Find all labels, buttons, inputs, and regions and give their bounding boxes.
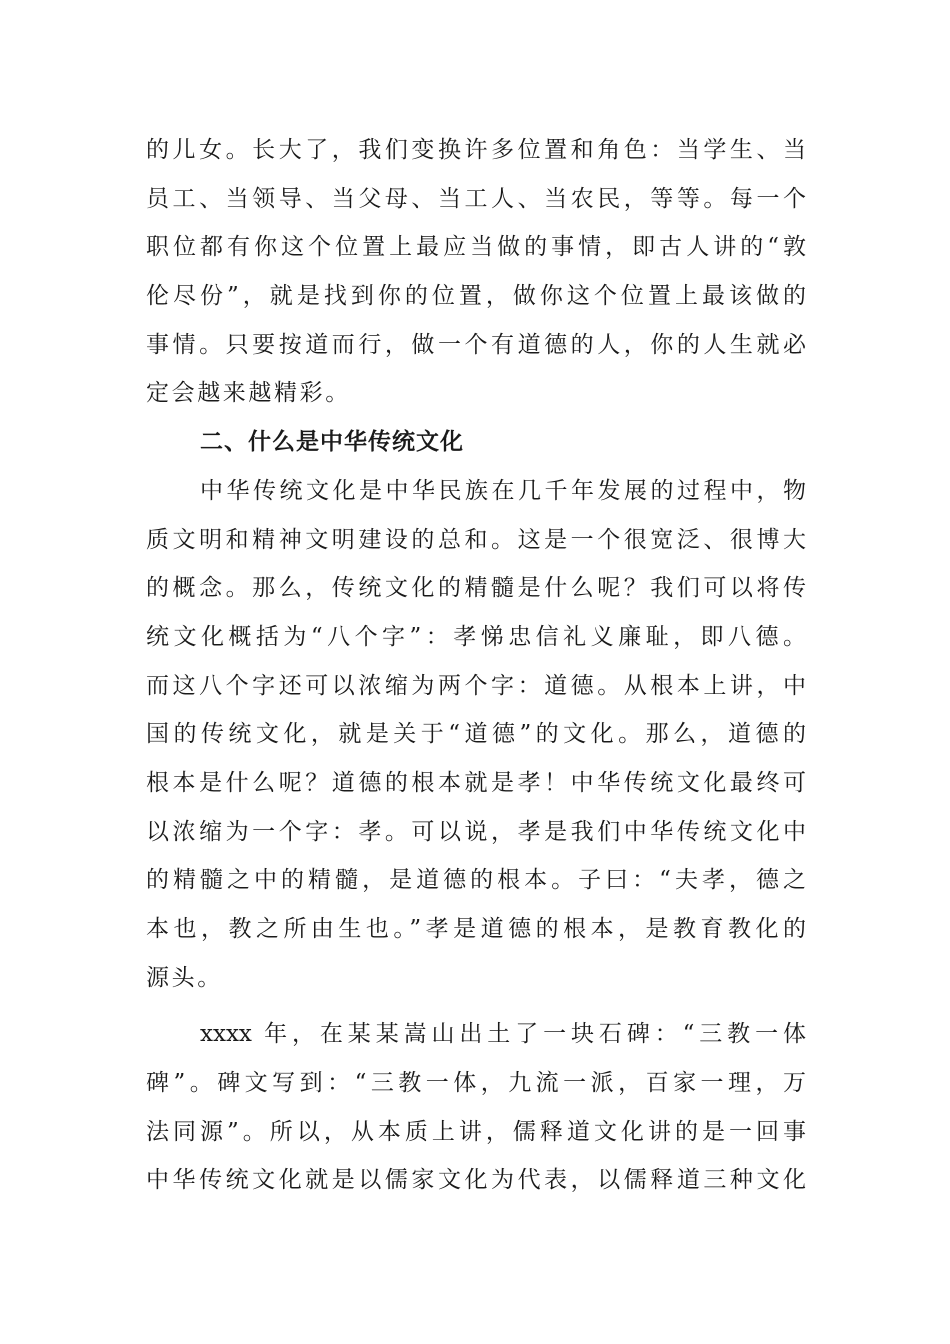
text-line: 以浓缩为一个字：孝。可以说，孝是我们中华传统文化中 [146,818,806,845]
text-line: 统文化概括为“八个字”：孝悌忠信礼义廉耻，即八德。 [146,623,806,650]
text-line: 根本是什么呢？道德的根本就是孝！中华传统文化最终可 [146,769,806,796]
text-line: xxxx 年，在某某嵩山出土了一块石碑：“三教一体 [200,1021,806,1048]
text-line: 国的传统文化，就是关于“道德”的文化。那么，道德的 [146,721,806,748]
text-line: 质文明和精神文明建设的总和。这是一个很宽泛、很博大 [146,526,806,553]
paragraph-roles [146,126,806,418]
text-line: 而这八个字还可以浓缩为两个字：道德。从根本上讲，中 [146,672,806,699]
paragraph-traditional-culture [146,467,806,1003]
text-line: 中华传统文化就是以儒家文化为代表，以儒释道三种文化 [146,1167,806,1194]
text-line: 伦尽份”，就是找到你的位置，做你这个位置上最该做的 [146,283,806,310]
text-line: 的精髓之中的精髓，是道德的根本。子曰：“夫孝，德之 [146,867,806,894]
text-line: 职位都有你这个位置上最应当做的事情，即古人讲的“敦 [146,234,806,261]
text-line: 的概念。那么，传统文化的精髓是什么呢？我们可以将传 [146,575,806,602]
text-line: 的儿女。长大了，我们变换许多位置和角色：当学生、当 [146,137,806,163]
text-line: 源头。 [146,964,223,991]
text-line: 事情。只要按道而行，做一个有道德的人，你的人生就必 [146,331,806,358]
paragraph-stele [146,1010,806,1205]
section-heading: 二、什么是中华传统文化 [200,429,464,456]
text-line: 中华传统文化是中华民族在几千年发展的过程中，物 [200,477,806,504]
text-line: 碑”。碑文写到：“三教一体，九流一派，百家一理，万 [146,1070,806,1097]
paragraph-spacer [146,1002,806,1010]
text-line: 本也，教之所由生也。”孝是道德的根本，是教育教化的 [146,916,806,942]
text-line: 员工、当领导、当父母、当工人、当农民，等等。每一个 [146,185,806,212]
text-line: 定会越来越精彩。 [146,380,351,407]
document-body [146,126,806,1205]
text-line: 法同源”。所以，从本质上讲，儒释道文化讲的是一回事 [146,1118,806,1145]
